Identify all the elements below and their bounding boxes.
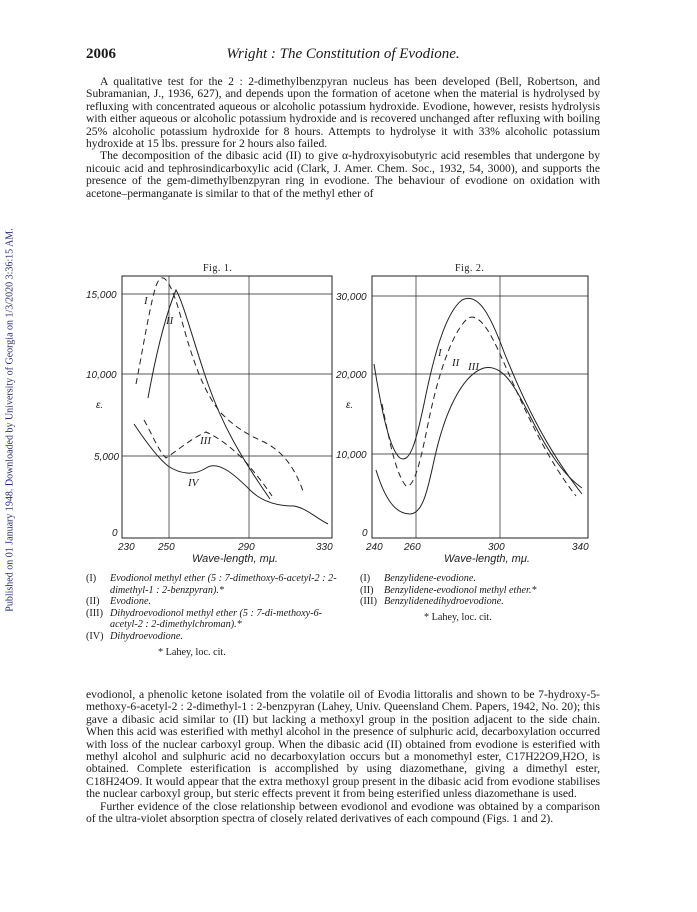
x-axis-label: Wave-length, mμ. — [192, 553, 278, 565]
figure-2-caption: Fig. 2. — [455, 263, 485, 274]
figure-1-plot — [84, 274, 346, 576]
running-title: Wright : The Constitution of Evodione. — [226, 46, 460, 62]
x-tick-label: 290 — [238, 542, 255, 553]
footnote: * Lahey, loc. cit. — [424, 611, 492, 623]
y-tick-label: 0 — [362, 528, 368, 539]
x-tick-label: 250 — [158, 542, 175, 553]
paragraph: evodionol, a phenolic ketone isolated from the volatile oil of Evodia littoralis and shown to be 7-hydroxy-5-methoxy-6-acetyl-2 : 2-dimethyl-1 : 2-benzpyran (Lahey, Univ. Queensland Chem. Papers, 1942, No. 20); this gave a dibasic acid similar to (II) but lacking a methoxyl group in the position adjacent to the side chain. When this acid was esterified with methyl alcohol in the presence of sulphuric acid, decarboxylation occurred with loss of the nuclear carboxyl group. When the dibasic acid (II) obtained from evodione is esterified with methyl alcohol and sulphuric acid no decarboxylation occurs but a monomethyl ester, C17H22O9,H2O, is obtained. Complete esterification is accomplished by using diazomethane, giving a dimethyl ester, C18H24O9. It would appear that the extra methoxyl group present in the dibasic acid from evodione stabilises the nuclear carboxyl group, but steric effects prevent it from being esterified unless diazomethane is used. — [86, 688, 600, 801]
legend-entry: (III) Benzylidenedihydroevodione. — [360, 596, 504, 608]
page-header — [86, 46, 600, 64]
x-tick-label: 230 — [118, 542, 135, 553]
y-axis-label: ε. — [346, 400, 354, 411]
curve-label-I: I — [438, 347, 442, 359]
figure-1-caption: Fig. 1. — [203, 263, 233, 274]
x-tick-label: 340 — [572, 542, 589, 553]
download-watermark: Published on 01 January 1948. Downloaded by University of Georgia on 1/3/2020 3:36:15 AM. — [4, 228, 16, 612]
y-axis-label: ε. — [96, 400, 104, 411]
x-tick-label: 260 — [404, 542, 421, 553]
body-text-top — [86, 76, 600, 200]
y-tick-label: 15,000 — [86, 290, 117, 301]
y-tick-label: 10,000 — [86, 370, 117, 381]
curve-label-I: I — [144, 295, 148, 307]
y-tick-label: 20,000 — [336, 370, 367, 381]
paragraph: Further evidence of the close relationship between evodionol and evodione was obtained by a comparison of the ultra-violet absorption spectra of closely related derivatives of each compound (Figs. 1 and 2). — [86, 799, 600, 826]
legend-entry: (II) Benzylidene-evodionol methyl ether.* — [360, 584, 537, 596]
y-tick-label: 5,000 — [94, 452, 120, 463]
legend-entry: (I) Benzylidene-evodione. — [360, 573, 476, 584]
paragraph: A qualitative test for the 2 : 2-dimethylbenzpyran nucleus has been developed (Bell, Robertson, and Subramanian, J., 1936, 627), and depends upon the formation of acetone when the material is hydrolysed by refluxing with concentrated aqueous or alcoholic potassium hydroxide. Evodione, however, resists hydrolysis with either aqueous or alcoholic potassium hydroxide and is recovered unchanged after refluxing with boiling 25% alcoholic potassium hydroxide for 8 hours. Attempts to hydrolyse it with 33% alcoholic potassium hydroxide at 15 lbs. pressure for 2 hours also failed. — [86, 75, 600, 151]
curve-label-III: III — [200, 435, 211, 447]
y-tick-label: 10,000 — [336, 450, 367, 461]
legend-entry: (IV) Dihydroevodione. — [86, 630, 183, 642]
y-tick-label: 30,000 — [336, 292, 367, 303]
legend-entry: (III) Dihydroevodionol methyl ether (5 : 7-di-methoxy-6-acetyl-2 : 2-dimethylchroman).* — [86, 607, 323, 631]
body-text-bottom — [86, 689, 600, 825]
x-axis-label: Wave-length, mμ. — [444, 553, 530, 565]
curve-label-II: II — [452, 357, 460, 369]
page-number: 2006 — [86, 46, 116, 62]
curve-label-IV: IV — [188, 477, 199, 489]
figure-1-legend — [86, 573, 346, 658]
figure-2-legend — [360, 573, 600, 623]
legend-entry: (II) Evodione. — [86, 596, 152, 608]
x-tick-label: 330 — [316, 542, 333, 553]
y-tick-label: 0 — [112, 528, 118, 539]
x-tick-label: 300 — [488, 542, 505, 553]
footnote: * Lahey, loc. cit. — [158, 646, 226, 658]
legend-entry: (I) Evodionol methyl ether (5 : 7-dimethoxy-6-acetyl-2 : 2-dimethyl-1 : 2-benzpyran).* — [86, 573, 337, 596]
paragraph: The decomposition of the dibasic acid (II) to give α-hydroxyisobutyric acid resembles that undergone by nicouic acid and tephrosindicarboxylic acid (Clark, J. Amer. Chem. Soc., 1932, 54, 3000), and supports the presence of the gem-dimethylbenzpyran ring in evodione. The behaviour of evodione on oxidation with acetone–permanganate is similar to that of the methyl ether of — [86, 149, 600, 200]
curve-label-III: III — [468, 361, 479, 373]
x-tick-label: 240 — [366, 542, 383, 553]
curve-label-II: II — [166, 315, 174, 327]
figure-2-plot — [334, 274, 600, 576]
